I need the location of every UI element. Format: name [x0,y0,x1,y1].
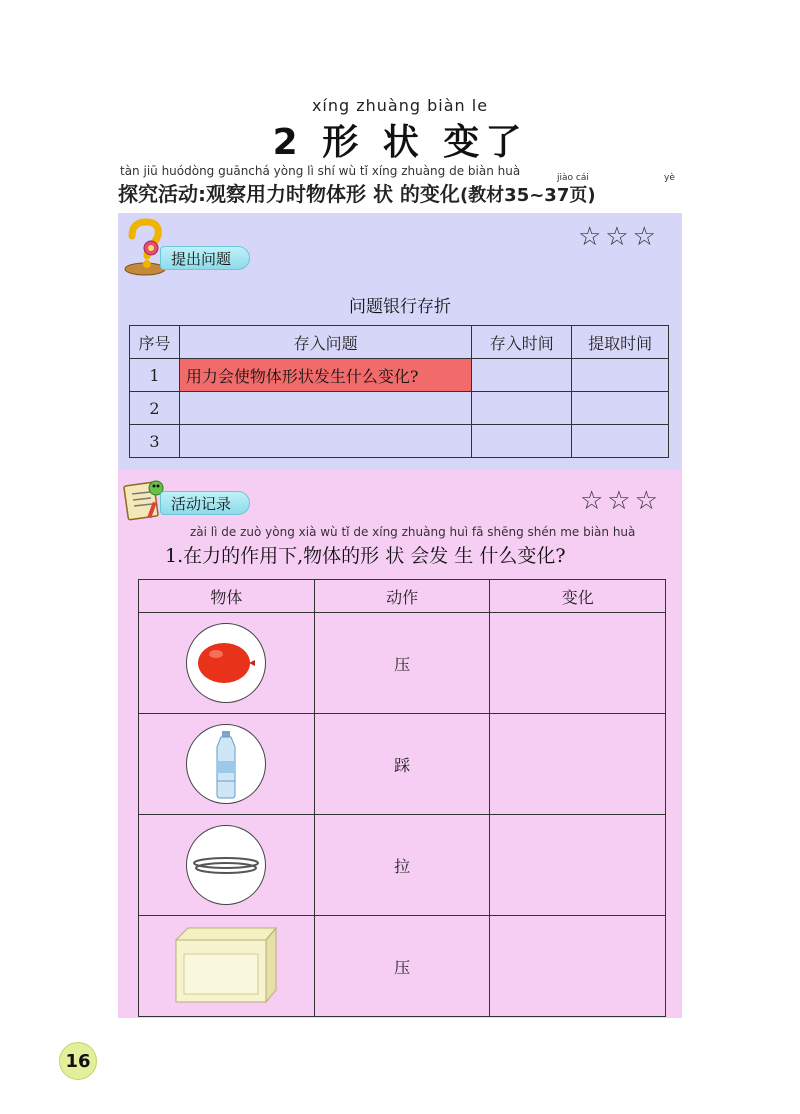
title-pinyin: xíng zhuàng biàn le [311,96,489,115]
table-row [139,714,666,815]
object-cell [139,613,315,714]
action-cell: 压 [314,916,490,1017]
change-cell[interactable] [490,613,666,714]
deposit-time-cell[interactable] [472,359,572,392]
column-header: 动作 [314,580,490,613]
rubber-band-icon [186,825,266,905]
question-rating-stars[interactable]: ☆☆☆ [578,222,660,252]
table-row [139,916,666,1017]
column-header: 物体 [139,580,315,613]
object-cell [139,916,315,1017]
subtitle [118,178,596,207]
action-cell: 拉 [314,815,490,916]
question-bank-table [129,325,669,458]
row-number: 2 [130,392,180,425]
column-header: 变化 [490,580,666,613]
activity-question: 1.在力的作用下,物体的形 状 会发 生 什么变化? [165,545,566,567]
table-row [130,425,669,458]
change-cell[interactable] [490,916,666,1017]
column-header: 提取时间 [572,326,669,359]
object-cell [139,815,315,916]
question-cell[interactable] [179,425,471,458]
subtitle-reference: (教材35~37页) [459,185,596,206]
activity-record-tag: 活动记录 [160,491,250,515]
page-title: 2 形 状 变了 [272,122,528,163]
column-header: 存入时间 [472,326,572,359]
table-row [139,815,666,916]
row-number: 3 [130,425,180,458]
question-cell[interactable]: 用力会使物体形状发生什么变化? [179,359,471,392]
plastic-bottle-icon [186,724,266,804]
withdraw-time-cell[interactable] [572,359,669,392]
column-header: 存入问题 [179,326,471,359]
sponge-block-icon [172,926,280,1006]
bank-book-title: 问题银行存折 [349,297,451,317]
table-row [139,613,666,714]
ref-pinyin-ye: yè [664,173,675,183]
row-number: 1 [130,359,180,392]
column-header: 序号 [130,326,180,359]
deposit-time-cell[interactable] [472,392,572,425]
balloon-icon [186,623,266,703]
action-cell: 压 [314,613,490,714]
ref-pinyin-jiaocai: jiào cái [557,173,589,183]
table-header-row [139,580,666,613]
table-row [130,392,669,425]
table-row [130,359,669,392]
question-pinyin: zài lì de zuò yòng xià wù tǐ de xíng zhuàng huì fā shēng shén me biàn huà [190,525,636,539]
change-cell[interactable] [490,714,666,815]
change-cell[interactable] [490,815,666,916]
activity-table [138,579,666,1017]
withdraw-time-cell[interactable] [572,425,669,458]
ask-question-tag: 提出问题 [160,246,250,270]
deposit-time-cell[interactable] [472,425,572,458]
subtitle-pinyin: tàn jiū huódòng guānchá yòng lì shí wù tǐ xíng zhuàng de biàn huà [120,164,521,178]
page-number: 16 [59,1042,97,1080]
object-cell [139,714,315,815]
action-cell: 踩 [314,714,490,815]
subtitle-main: 探究活动:观察用力时物体形 状 的变化 [118,182,460,206]
withdraw-time-cell[interactable] [572,392,669,425]
question-cell[interactable] [179,392,471,425]
activity-rating-stars[interactable]: ☆☆☆ [580,486,662,516]
table-header-row [130,326,669,359]
